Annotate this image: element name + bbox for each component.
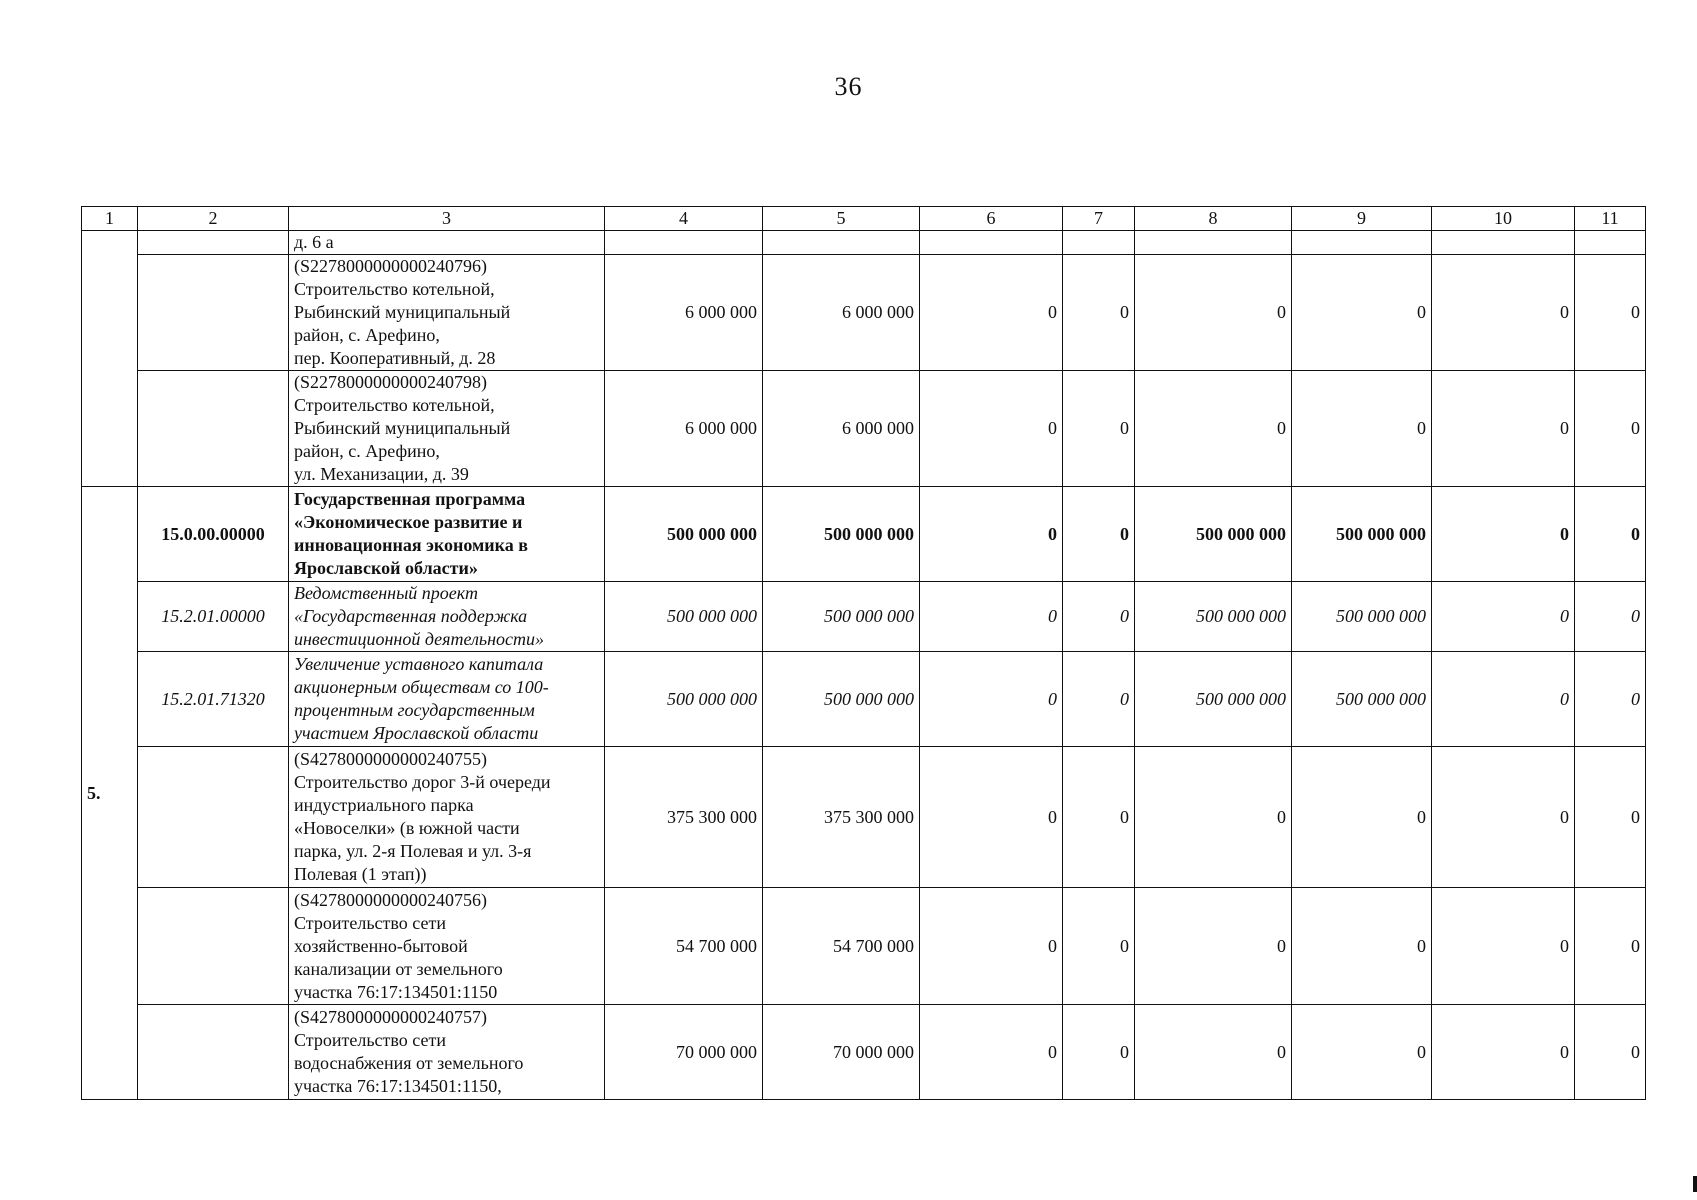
value-cell: 500 000 000 <box>763 487 920 582</box>
description-cell <box>289 371 605 487</box>
code-cell <box>138 255 289 371</box>
code-cell <box>138 747 289 888</box>
value-cell: 375 300 000 <box>605 747 763 888</box>
value-cell: 0 <box>1575 371 1646 487</box>
header-cell: 1 <box>82 207 138 231</box>
table-row <box>82 1005 1646 1100</box>
table-row <box>82 888 1646 1005</box>
value-cell: 0 <box>1432 487 1575 582</box>
description-cell <box>289 652 605 747</box>
description-line: индустриального парка <box>294 795 474 815</box>
value-cell: 0 <box>1135 371 1292 487</box>
description-cell <box>289 582 605 652</box>
description-line: парка, ул. 2-я Полевая и ул. 3-я <box>294 841 532 861</box>
value-cell: 0 <box>1135 747 1292 888</box>
description-cell <box>289 1005 605 1100</box>
value-cell: 0 <box>1575 1005 1646 1100</box>
budget-table <box>81 206 1646 1100</box>
value-cell <box>1292 231 1432 255</box>
value-cell: 0 <box>1063 487 1135 582</box>
value-cell: 0 <box>1292 888 1432 1005</box>
description-line: участка 76:17:134501:1150, <box>294 1076 502 1096</box>
header-cell: 5 <box>763 207 920 231</box>
value-cell: 0 <box>920 582 1063 652</box>
value-cell: 6 000 000 <box>605 371 763 487</box>
description-line: Строительство сети <box>294 1030 446 1050</box>
code-cell <box>138 231 289 255</box>
table-row <box>82 255 1646 371</box>
value-cell: 0 <box>1432 255 1575 371</box>
table-row <box>82 582 1646 652</box>
page-number: 36 <box>834 72 863 101</box>
description-line: акционерным обществам со 100- <box>294 677 549 697</box>
value-cell: 0 <box>920 888 1063 1005</box>
value-cell: 0 <box>920 255 1063 371</box>
description-line: (S2278000000000240798) <box>294 372 487 392</box>
value-cell: 6 000 000 <box>763 371 920 487</box>
value-cell: 500 000 000 <box>763 652 920 747</box>
description-line: Ярославской области» <box>294 558 478 578</box>
value-cell: 500 000 000 <box>763 582 920 652</box>
value-cell: 0 <box>1292 747 1432 888</box>
value-cell: 0 <box>1575 582 1646 652</box>
value-cell: 0 <box>920 747 1063 888</box>
index-cell <box>82 231 138 487</box>
table-row <box>82 371 1646 487</box>
value-cell: 0 <box>1292 1005 1432 1100</box>
value-cell: 500 000 000 <box>605 487 763 582</box>
value-cell: 0 <box>1292 255 1432 371</box>
value-cell: 0 <box>1063 888 1135 1005</box>
table-row <box>82 487 1646 582</box>
description-line: «Государственная поддержка <box>294 606 528 626</box>
description-line: район, с. Арефино, <box>294 441 440 461</box>
header-cell: 11 <box>1575 207 1646 231</box>
description-line: «Новоселки» (в южной части <box>294 818 520 838</box>
description-line: Рыбинский муниципальный <box>294 302 511 322</box>
value-cell: 0 <box>1575 747 1646 888</box>
value-cell: 0 <box>1063 371 1135 487</box>
value-cell <box>1575 231 1646 255</box>
value-cell <box>763 231 920 255</box>
value-cell: 6 000 000 <box>605 255 763 371</box>
value-cell: 500 000 000 <box>1135 582 1292 652</box>
table-row <box>82 231 1646 255</box>
value-cell <box>1135 231 1292 255</box>
value-cell: 500 000 000 <box>1135 652 1292 747</box>
description-line: участием Ярославской области <box>294 723 539 743</box>
code-cell: 15.2.01.00000 <box>138 582 289 652</box>
header-cell: 9 <box>1292 207 1432 231</box>
value-cell: 0 <box>1292 371 1432 487</box>
value-cell: 0 <box>1432 747 1575 888</box>
header-cell: 2 <box>138 207 289 231</box>
header-cell: 8 <box>1135 207 1292 231</box>
value-cell: 500 000 000 <box>605 582 763 652</box>
description-line: район, с. Арефино, <box>294 325 440 345</box>
value-cell: 54 700 000 <box>605 888 763 1005</box>
description-line: водоснабжения от земельного <box>294 1053 524 1073</box>
table-row <box>82 652 1646 747</box>
table-body <box>82 231 1646 1100</box>
description-line: хозяйственно-бытовой <box>294 935 468 956</box>
header-cell: 10 <box>1432 207 1575 231</box>
value-cell: 0 <box>1135 888 1292 1005</box>
description-line: инновационная экономика в <box>294 535 528 555</box>
description-line: Полевая (1 этап)) <box>294 864 427 884</box>
description-line: д. 6 а <box>294 232 334 252</box>
value-cell: 6 000 000 <box>763 255 920 371</box>
code-cell <box>138 1005 289 1100</box>
description-line: Строительство котельной, <box>294 395 495 415</box>
description-line: Увеличение уставного капитала <box>294 654 544 674</box>
value-cell: 0 <box>1135 255 1292 371</box>
value-cell: 375 300 000 <box>763 747 920 888</box>
description-line: (S4278000000000240756) <box>294 889 487 910</box>
description-line: Строительство котельной, <box>294 279 495 299</box>
value-cell: 0 <box>1432 652 1575 747</box>
index-cell: 5. <box>82 487 138 1100</box>
description-line: участка 76:17:134501:1150 <box>294 981 498 1002</box>
description-line: Рыбинский муниципальный <box>294 418 511 438</box>
value-cell: 500 000 000 <box>1292 487 1432 582</box>
value-cell <box>605 231 763 255</box>
value-cell: 54 700 000 <box>763 888 920 1005</box>
description-line: ул. Механизации, д. 39 <box>294 464 469 484</box>
value-cell: 0 <box>920 371 1063 487</box>
value-cell: 0 <box>1063 582 1135 652</box>
header-cell: 6 <box>920 207 1063 231</box>
description-line: Строительство дорог 3-й очереди <box>294 772 551 792</box>
table-row <box>82 747 1646 888</box>
header-row <box>82 207 1646 231</box>
value-cell: 500 000 000 <box>605 652 763 747</box>
value-cell <box>1432 231 1575 255</box>
value-cell: 0 <box>1575 888 1646 1005</box>
value-cell: 0 <box>1432 371 1575 487</box>
value-cell: 0 <box>1063 747 1135 888</box>
description-line: Строительство сети <box>294 912 446 933</box>
header-cell: 3 <box>289 207 605 231</box>
description-cell <box>289 487 605 582</box>
value-cell: 0 <box>1575 255 1646 371</box>
value-cell: 0 <box>1063 652 1135 747</box>
description-cell <box>289 888 605 1005</box>
header-cell: 4 <box>605 207 763 231</box>
description-line: (S2278000000000240796) <box>294 256 487 276</box>
value-cell: 500 000 000 <box>1135 487 1292 582</box>
value-cell: 0 <box>1063 255 1135 371</box>
value-cell: 0 <box>1135 1005 1292 1100</box>
description-line: Государственная программа <box>294 489 526 509</box>
value-cell: 500 000 000 <box>1292 582 1432 652</box>
value-cell <box>1063 231 1135 255</box>
description-line: процентным государственным <box>294 700 535 720</box>
description-line: пер. Кооперативный, д. 28 <box>294 348 496 368</box>
value-cell: 70 000 000 <box>763 1005 920 1100</box>
description-cell <box>289 231 605 255</box>
value-cell: 0 <box>1575 652 1646 747</box>
value-cell: 500 000 000 <box>1292 652 1432 747</box>
description-line: «Экономическое развитие и <box>294 512 523 532</box>
value-cell: 0 <box>920 652 1063 747</box>
scan-edge-mark <box>1693 1176 1697 1192</box>
value-cell: 0 <box>1432 582 1575 652</box>
code-cell <box>138 371 289 487</box>
description-cell <box>289 255 605 371</box>
value-cell: 0 <box>920 1005 1063 1100</box>
description-line: Ведомственный проект <box>294 583 478 603</box>
value-cell: 0 <box>1063 1005 1135 1100</box>
description-line: (S4278000000000240757) <box>294 1007 487 1027</box>
value-cell: 0 <box>1432 1005 1575 1100</box>
description-line: инвестиционной деятельности» <box>294 629 545 649</box>
value-cell: 0 <box>920 487 1063 582</box>
value-cell <box>920 231 1063 255</box>
description-line: канализации от земельного <box>294 958 503 979</box>
description-cell <box>289 747 605 888</box>
value-cell: 0 <box>1575 487 1646 582</box>
value-cell: 0 <box>1432 888 1575 1005</box>
value-cell: 70 000 000 <box>605 1005 763 1100</box>
description-line: (S4278000000000240755) <box>294 749 487 769</box>
code-cell <box>138 888 289 1005</box>
code-cell: 15.0.00.00000 <box>138 487 289 582</box>
code-cell: 15.2.01.71320 <box>138 652 289 747</box>
header-cell: 7 <box>1063 207 1135 231</box>
